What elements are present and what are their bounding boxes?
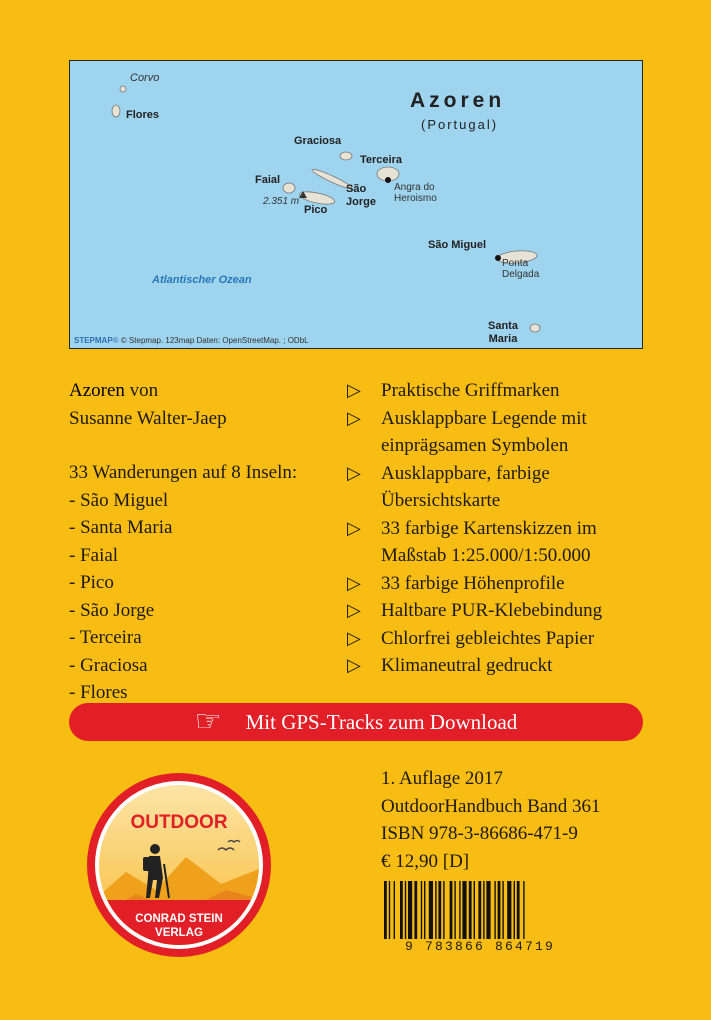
- badge-line2: VERLAG: [155, 927, 203, 939]
- feature-line: Klimaneutral gedruckt: [381, 655, 553, 676]
- feature-line: Maßstab 1:25.000/1:50.000: [381, 545, 591, 566]
- triangle-bullet-icon: ▷: [347, 517, 361, 538]
- island-faial-shape: [283, 183, 295, 193]
- feature-line: 33 farbige Höhenprofile: [381, 572, 565, 594]
- label-graciosa: Graciosa: [294, 135, 342, 147]
- list-dash: -: [69, 544, 81, 566]
- label-sao-jorge: São Jorge: [346, 183, 376, 208]
- book-title: Azoren: [69, 380, 125, 401]
- feature-text: [381, 597, 602, 625]
- feature-item: [347, 460, 647, 515]
- book-info: [69, 377, 339, 707]
- island-name: Flores: [80, 682, 128, 703]
- label-sao-miguel: São Miguel: [428, 239, 487, 251]
- list-dash: -: [69, 682, 81, 703]
- island-corvo-shape: [120, 86, 126, 92]
- feature-line: Haltbare PUR-Klebebindung: [381, 600, 603, 621]
- feature-text: [381, 625, 594, 653]
- island-list-item: [69, 597, 339, 625]
- list-dash: -: [69, 517, 81, 538]
- barcode-bars: [380, 881, 580, 941]
- triangle-bullet-icon: ▷: [347, 380, 361, 400]
- feature-item: [347, 570, 647, 598]
- island-list: [69, 487, 339, 707]
- island-name: Terceira: [79, 627, 142, 648]
- feature-text: [381, 515, 597, 570]
- triangle-bullet-icon: ▷: [347, 462, 361, 483]
- island-name: Pico: [80, 572, 114, 593]
- badge-line1: CONRAD STEIN: [135, 913, 223, 925]
- gps-download-banner[interactable]: [69, 703, 643, 741]
- label-santa-maria: Santa Maria: [488, 320, 518, 345]
- island-graciosa-shape: [340, 152, 352, 160]
- island-list-item: [69, 514, 339, 542]
- price: € 12,90 [D]: [381, 850, 470, 872]
- list-dash: -: [69, 489, 81, 511]
- label-faial: Faial: [255, 174, 281, 186]
- hikes-heading: 33 Wanderungen auf 8 Inseln:: [69, 462, 298, 483]
- label-angra: Angra do Heroismo: [394, 182, 437, 204]
- island-list-item: [69, 569, 339, 597]
- edition: 1. Auflage 2017: [381, 768, 503, 789]
- feature-line: Chlorfrei gebleichtes Papier: [381, 627, 595, 649]
- map-title: Azoren: [410, 89, 506, 112]
- feature-text: [381, 460, 550, 515]
- list-dash: -: [69, 599, 81, 621]
- list-dash: -: [69, 654, 81, 676]
- island-name: São Miguel: [80, 489, 169, 511]
- list-dash: -: [69, 572, 81, 593]
- book-author: Susanne Walter-Jaep: [69, 407, 227, 429]
- island-flores-shape: [112, 105, 120, 117]
- feature-line: Übersichtskarte: [381, 490, 501, 511]
- publication-info: [381, 765, 601, 875]
- feature-line: 33 farbige Kartenskizzen im: [381, 517, 597, 539]
- feature-list: [347, 377, 647, 680]
- triangle-bullet-icon: ▷: [347, 572, 361, 593]
- island-name: Faial: [80, 544, 119, 566]
- triangle-bullet-icon: ▷: [347, 600, 361, 620]
- feature-line: einprägsamen Symbolen: [381, 435, 569, 456]
- badge-top-text: OUTDOOR: [130, 812, 228, 833]
- series: OutdoorHandbuch Band 361: [381, 795, 601, 817]
- pointing-hand-icon: ☞: [194, 705, 222, 738]
- list-dash: -: [69, 627, 80, 648]
- feature-item: [347, 377, 647, 405]
- feature-item: [347, 652, 647, 680]
- island-list-item: [69, 624, 339, 652]
- feature-text: [381, 405, 587, 460]
- island-list-item: [69, 487, 339, 515]
- feature-line: Praktische Griffmarken: [381, 380, 560, 401]
- label-ponta-delgada: Ponta Delgada: [502, 258, 540, 280]
- map-credit: STEPMAP® © Stepmap. 123map Daten: OpenStreetMap. ; ODbL: [74, 336, 309, 345]
- label-flores: Flores: [126, 109, 160, 121]
- feature-text: [381, 570, 565, 598]
- feature-item: [347, 405, 647, 460]
- triangle-bullet-icon: ▷: [347, 655, 361, 675]
- barcode-digits: 9 783866 864719: [404, 939, 556, 954]
- label-ocean: Atlantischer Ozean: [152, 274, 252, 286]
- outdoor-badge: [86, 772, 272, 958]
- triangle-bullet-icon: ▷: [347, 627, 361, 648]
- isbn-barcode: [380, 881, 580, 955]
- island-name: São Jorge: [80, 599, 155, 621]
- label-pico: Pico: [304, 204, 328, 216]
- title-line: Azoren von: [69, 380, 159, 401]
- island-list-item: [69, 652, 339, 680]
- feature-item: [347, 515, 647, 570]
- label-elevation: 2.351 m: [263, 196, 300, 207]
- island-santa-maria-shape: [530, 324, 540, 332]
- island-list-item: [69, 542, 339, 570]
- feature-text: [381, 377, 560, 405]
- map-subtitle: (Portugal): [421, 117, 499, 132]
- banner-text: Mit GPS-Tracks zum Download: [245, 709, 518, 734]
- label-corvo: Corvo: [130, 72, 160, 84]
- feature-text: [381, 652, 552, 680]
- island-name: Santa Maria: [80, 517, 173, 538]
- feature-line: Ausklappbare Legende mit: [381, 407, 587, 429]
- azores-map: [69, 60, 643, 349]
- badge-graphic: [86, 772, 272, 958]
- label-terceira: Terceira: [360, 154, 402, 166]
- feature-item: [347, 625, 647, 653]
- isbn: ISBN 978-3-86686-471-9: [381, 823, 578, 844]
- feature-line: Ausklappbare, farbige: [381, 462, 550, 484]
- triangle-bullet-icon: ▷: [347, 407, 361, 428]
- island-name: Graciosa: [80, 654, 148, 676]
- feature-item: [347, 597, 647, 625]
